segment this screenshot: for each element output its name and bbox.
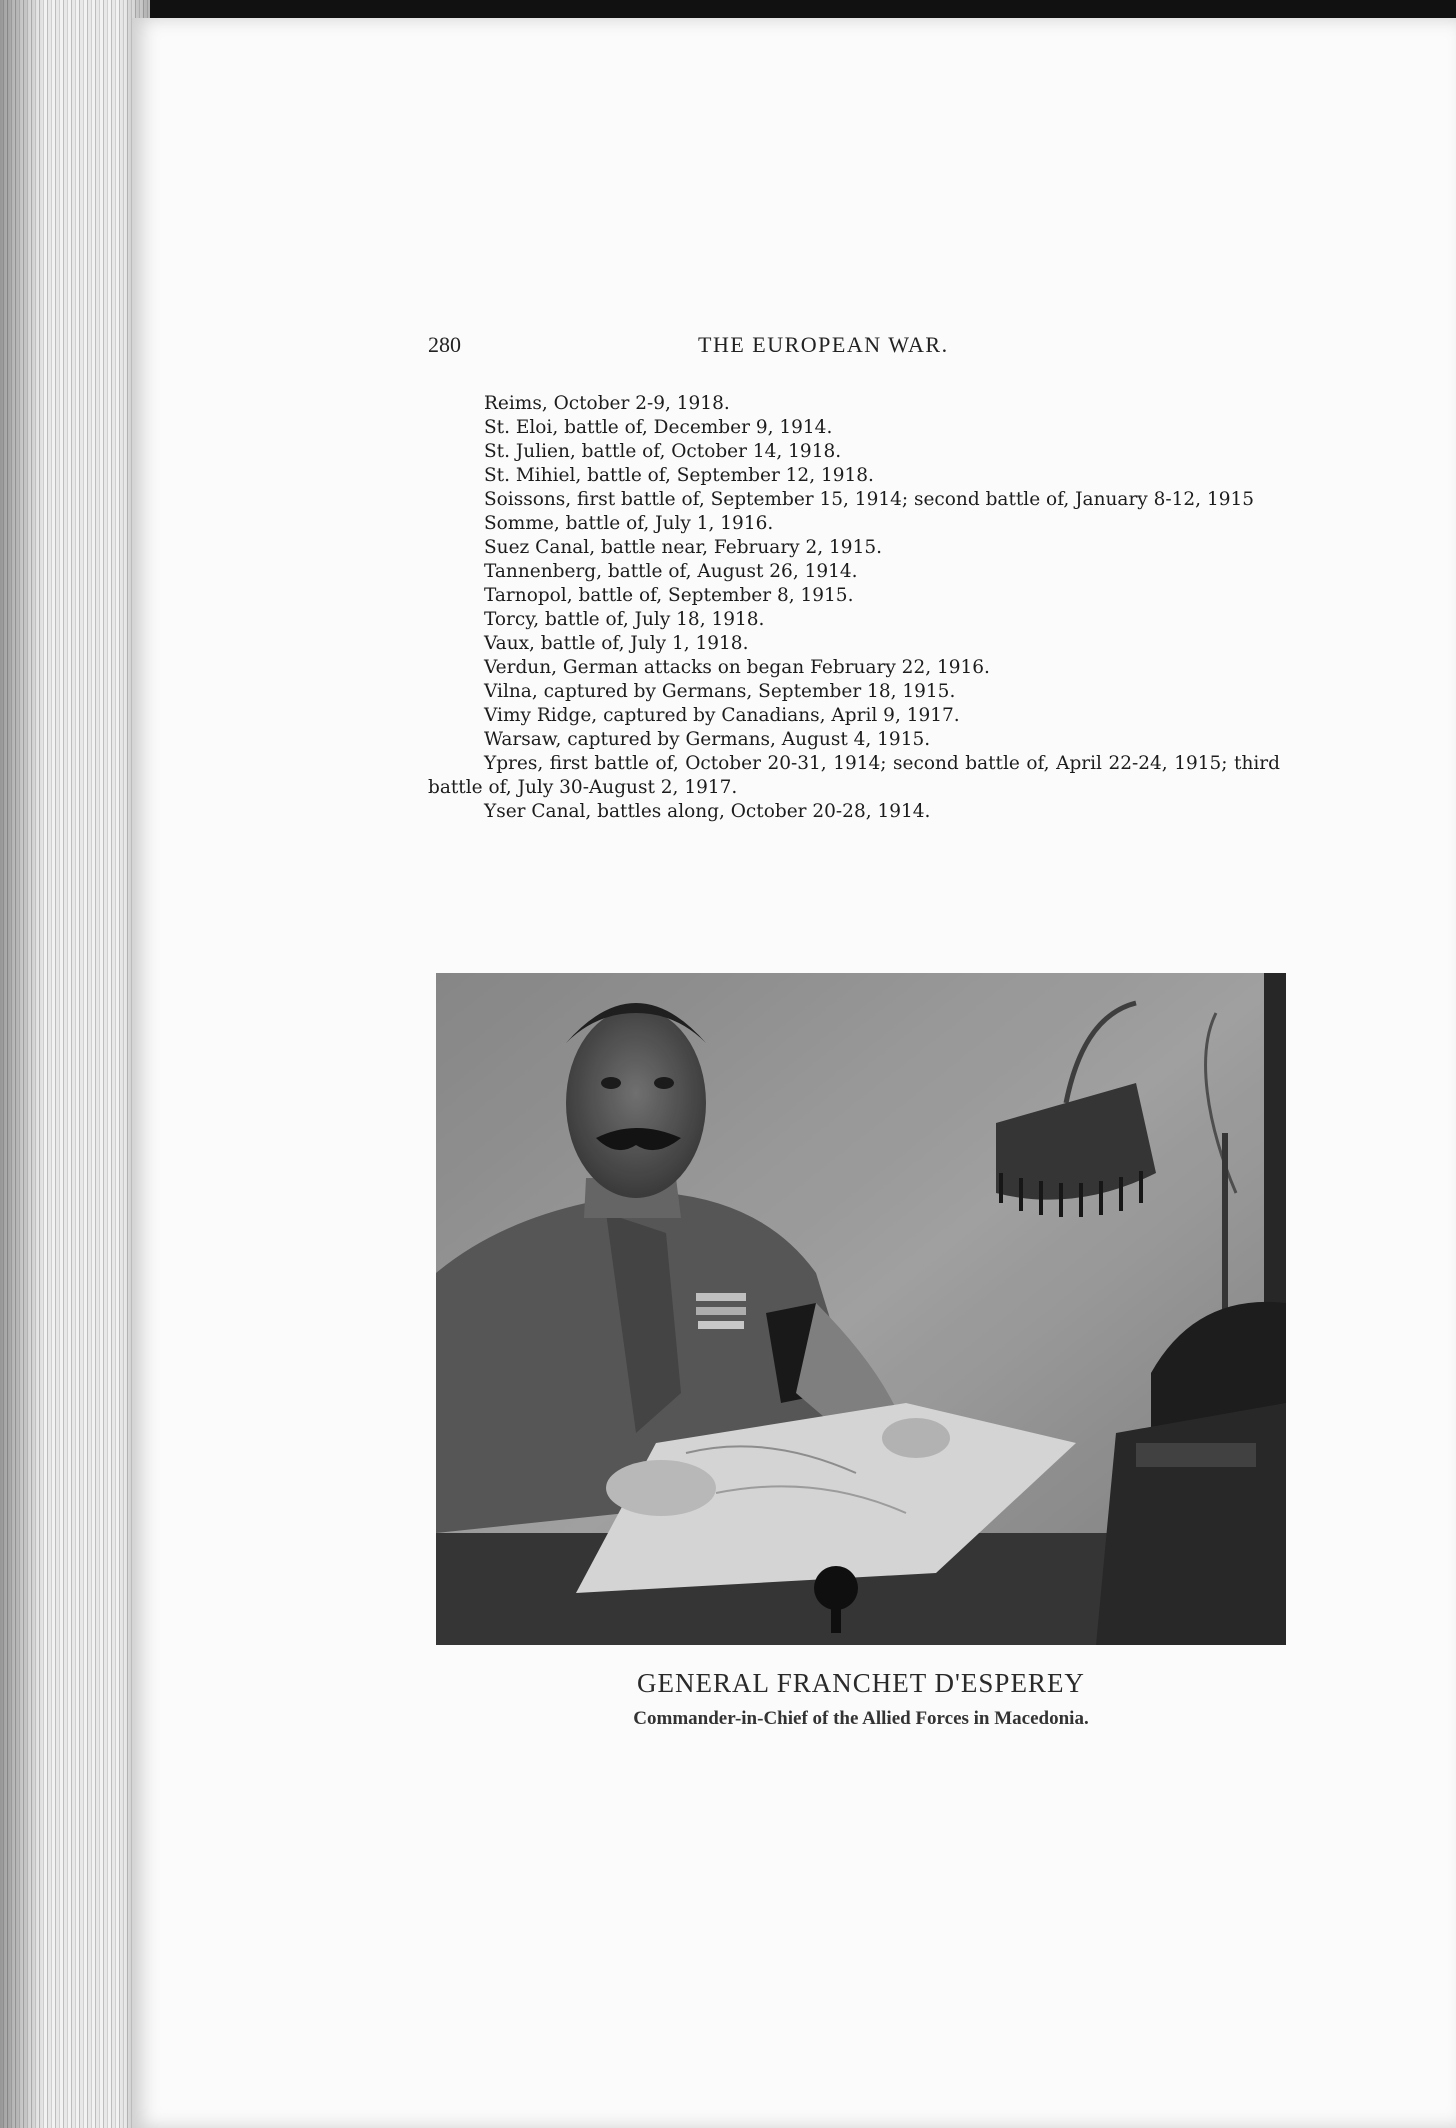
battle-index-list — [428, 392, 1280, 824]
index-entry: St. Mihiel, battle of, September 12, 1918. — [484, 465, 874, 486]
index-entry: Vilna, captured by Germans, September 18, 1915. — [484, 681, 956, 702]
index-entry: Reims, October 2-9, 1918. — [484, 393, 730, 414]
index-entry: Tarnopol, battle of, September 8, 1915. — [484, 585, 854, 606]
caption-title: GENERAL FRANCHET D'ESPEREY — [637, 1668, 1085, 1698]
index-entry: Somme, battle of, July 1, 1916. — [484, 513, 774, 534]
index-entry: Vaux, battle of, July 1, 1918. — [484, 633, 749, 654]
index-entry: Soissons, first battle of, September 15, 1914; second battle of, January 8-12, 1915 — [484, 489, 1255, 510]
index-entry: Suez Canal, battle near, February 2, 1915. — [484, 537, 882, 558]
caption-subtitle: Commander-in-Chief of the Allied Forces in Macedonia. — [633, 1708, 1089, 1729]
index-entry: Vimy Ridge, captured by Canadians, April 9, 1917. — [484, 705, 960, 726]
portrait-photograph — [436, 973, 1286, 1645]
index-entry: Verdun, German attacks on began February 22, 1916. — [484, 657, 990, 678]
index-entry: Torcy, battle of, July 18, 1918. — [484, 609, 765, 630]
index-entry: Yser Canal, battles along, October 20-28, 1914. — [484, 801, 931, 822]
page-number: 280 — [428, 332, 461, 357]
page-header — [428, 332, 1028, 364]
index-entry: St. Julien, battle of, October 14, 1918. — [484, 441, 842, 462]
index-entry: St. Eloi, battle of, December 9, 1914. — [484, 417, 833, 438]
index-entry: Warsaw, captured by Germans, August 4, 1915. — [484, 729, 931, 750]
book-page-edges — [0, 0, 150, 2128]
index-entry: Tannenberg, battle of, August 26, 1914. — [484, 561, 858, 582]
index-entry: Ypres, first battle of, October 20-31, 1914; second battle of, April 22-24, 1915; third battle of, July 30-August 2, 1917. — [428, 753, 1280, 798]
running-head: THE EUROPEAN WAR. — [698, 332, 949, 357]
